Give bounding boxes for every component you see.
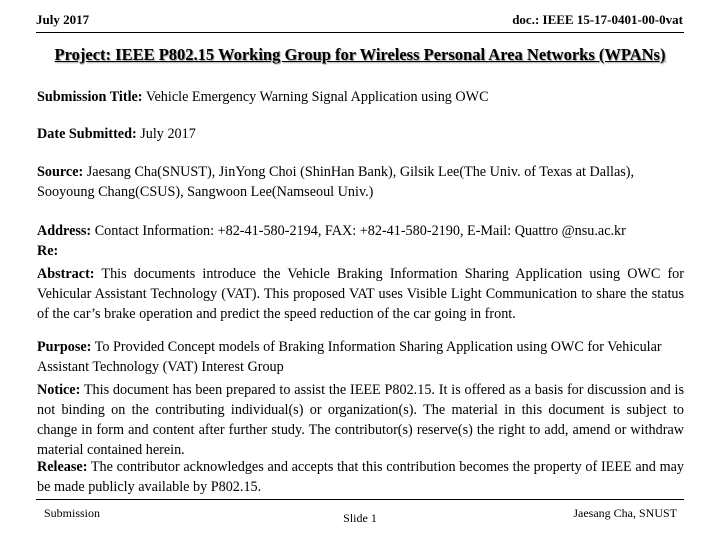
purpose-value: To Provided Concept models of Braking Information Sharing Application using OWC for Vehicular Assistant Technology (VAT) Interest Group (37, 339, 662, 375)
submission-title-row (37, 87, 684, 107)
header-date: July 2017 (36, 12, 90, 27)
purpose-row (37, 337, 684, 377)
abstract-row (37, 264, 684, 324)
source-value: Jaesang Cha(SNUST), JinYong Choi (ShinHan Bank), Gilsik Lee(The Univ. of Texas at Dallas), Sooyoung Chang(CSUS), Sangwoon Lee(Namseoul Univ.) (37, 164, 635, 200)
notice-label: Notice: (37, 382, 81, 398)
footer-author: Jaesang Cha, SNUST (573, 506, 677, 520)
abstract-label: Abstract: (37, 266, 95, 282)
address-label: Address: (37, 223, 92, 239)
release-label: Release: (37, 459, 88, 475)
project-title: Project: IEEE P802.15 Working Group for Wireless Personal Area Networks (WPANs) (54, 45, 666, 64)
header-doc-number: doc.: IEEE 15-17-0401-00-0vat (512, 12, 683, 27)
notice-value: This document has been prepared to assist the IEEE P802.15. It is offered as a basis for discussion and is not binding on the contributing individual(s) or organization(s). The material in this document is subject to change in form and content after further study. The contributor(s) reserve(s) the right to add, amend or withdraw material contained herein. (37, 382, 684, 458)
address-row (37, 221, 684, 241)
header-divider (36, 32, 684, 33)
footer-submission: Submission (44, 506, 101, 520)
footer-slide-number: Slide 1 (343, 511, 377, 525)
address-value: Contact Information: +82-41-580-2194, FAX: +82-41-580-2190, E-Mail: Quattro @nsu.ac.kr (94, 223, 626, 239)
re-row (37, 241, 684, 261)
purpose-label: Purpose: (37, 339, 92, 355)
re-label: Re: (37, 243, 59, 259)
source-label: Source: (37, 164, 84, 180)
submission-title-value: Vehicle Emergency Warning Signal Application using OWC (145, 89, 489, 105)
release-value: The contributor acknowledges and accepts that this contribution becomes the property of IEEE and may be made publicly available by P802.15. (37, 459, 684, 495)
date-submitted-label: Date Submitted: (37, 126, 137, 142)
source-row (37, 162, 684, 202)
submission-title-label: Submission Title: (37, 89, 143, 105)
abstract-value: This documents introduce the Vehicle Braking Information Sharing Application using OWC for Vehicular Assistant Technology (VAT). This proposed VAT uses Visible Light Communication to share the status of the car’s brake operation and predict the speed reduction of the car going in front. (37, 266, 685, 322)
footer-divider (36, 499, 684, 500)
date-submitted-row (37, 124, 684, 144)
date-submitted-value: July 2017 (140, 126, 196, 142)
release-row (37, 457, 684, 497)
notice-row (37, 380, 684, 460)
